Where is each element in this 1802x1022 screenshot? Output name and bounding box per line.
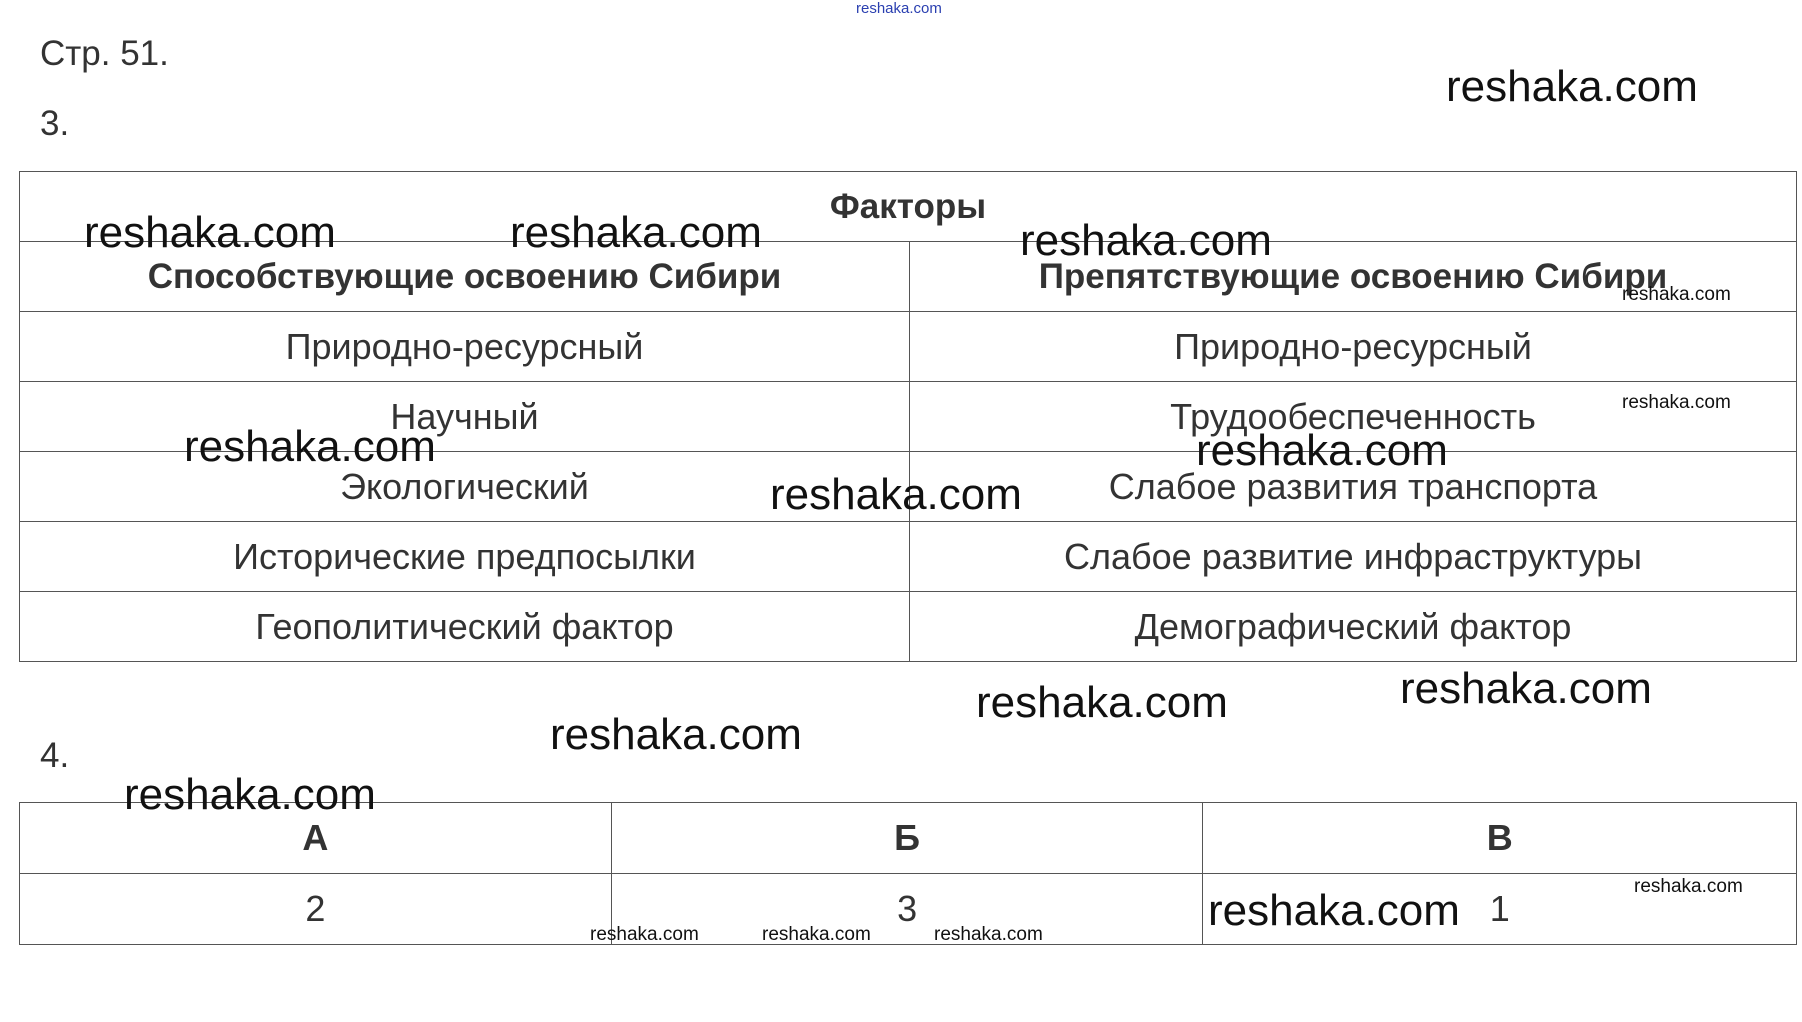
watermark: reshaka.com: [762, 924, 871, 945]
table-cell: Исторические предпосылки: [20, 522, 910, 592]
table-cell: 2: [20, 874, 612, 945]
watermark: reshaka.com: [1446, 62, 1698, 111]
table-cell: Природно-ресурсный: [910, 312, 1797, 382]
column-header-v: В: [1203, 803, 1797, 874]
watermark: reshaka.com: [1208, 886, 1460, 935]
column-header-favorable: Способствующие освоению Сибири: [20, 242, 910, 312]
watermark: reshaka.com: [84, 208, 336, 257]
watermark: reshaka.com: [1634, 876, 1743, 897]
table-cell: 1: [1203, 874, 1797, 945]
watermark: reshaka.com: [590, 924, 699, 945]
watermark: reshaka.com: [770, 470, 1022, 519]
column-header-hindering: Препятствующие освоению Сибири: [910, 242, 1797, 312]
table-cell: Геополитический фактор: [20, 592, 910, 662]
task-4-number: 4.: [40, 736, 70, 775]
table-cell: Слабое развития транспорта: [910, 452, 1797, 522]
table-cell: Экологический: [20, 452, 910, 522]
table-row: [20, 522, 1797, 592]
table-cell: Научный: [20, 382, 910, 452]
watermark: reshaka.com: [1400, 664, 1652, 713]
watermark: reshaka.com: [184, 422, 436, 471]
table-cell: Природно-ресурсный: [20, 312, 910, 382]
answer-table: [19, 802, 1797, 945]
watermark: reshaka.com: [976, 678, 1228, 727]
watermark: reshaka.com: [1622, 284, 1731, 305]
table-row: [20, 874, 1797, 945]
watermark: reshaka.com: [1622, 392, 1731, 413]
watermark-top: reshaka.com: [856, 0, 942, 17]
table-cell: 3: [611, 874, 1203, 945]
watermark: reshaka.com: [550, 710, 802, 759]
column-header-b: Б: [611, 803, 1203, 874]
table-cell: Трудообеспеченность: [910, 382, 1797, 452]
column-header-a: А: [20, 803, 612, 874]
watermark: reshaka.com: [934, 924, 1043, 945]
watermark: reshaka.com: [1020, 216, 1272, 265]
watermark: reshaka.com: [510, 208, 762, 257]
table-cell: Демографический фактор: [910, 592, 1797, 662]
table-row: [20, 312, 1797, 382]
table-row: [20, 592, 1797, 662]
factors-caption: Факторы: [20, 172, 1797, 242]
task-3-number: 3.: [40, 104, 70, 143]
page-reference: Стр. 51.: [40, 34, 169, 73]
table-cell: Слабое развитие инфраструктуры: [910, 522, 1797, 592]
watermark: reshaka.com: [1196, 426, 1448, 475]
watermark: reshaka.com: [124, 770, 376, 819]
